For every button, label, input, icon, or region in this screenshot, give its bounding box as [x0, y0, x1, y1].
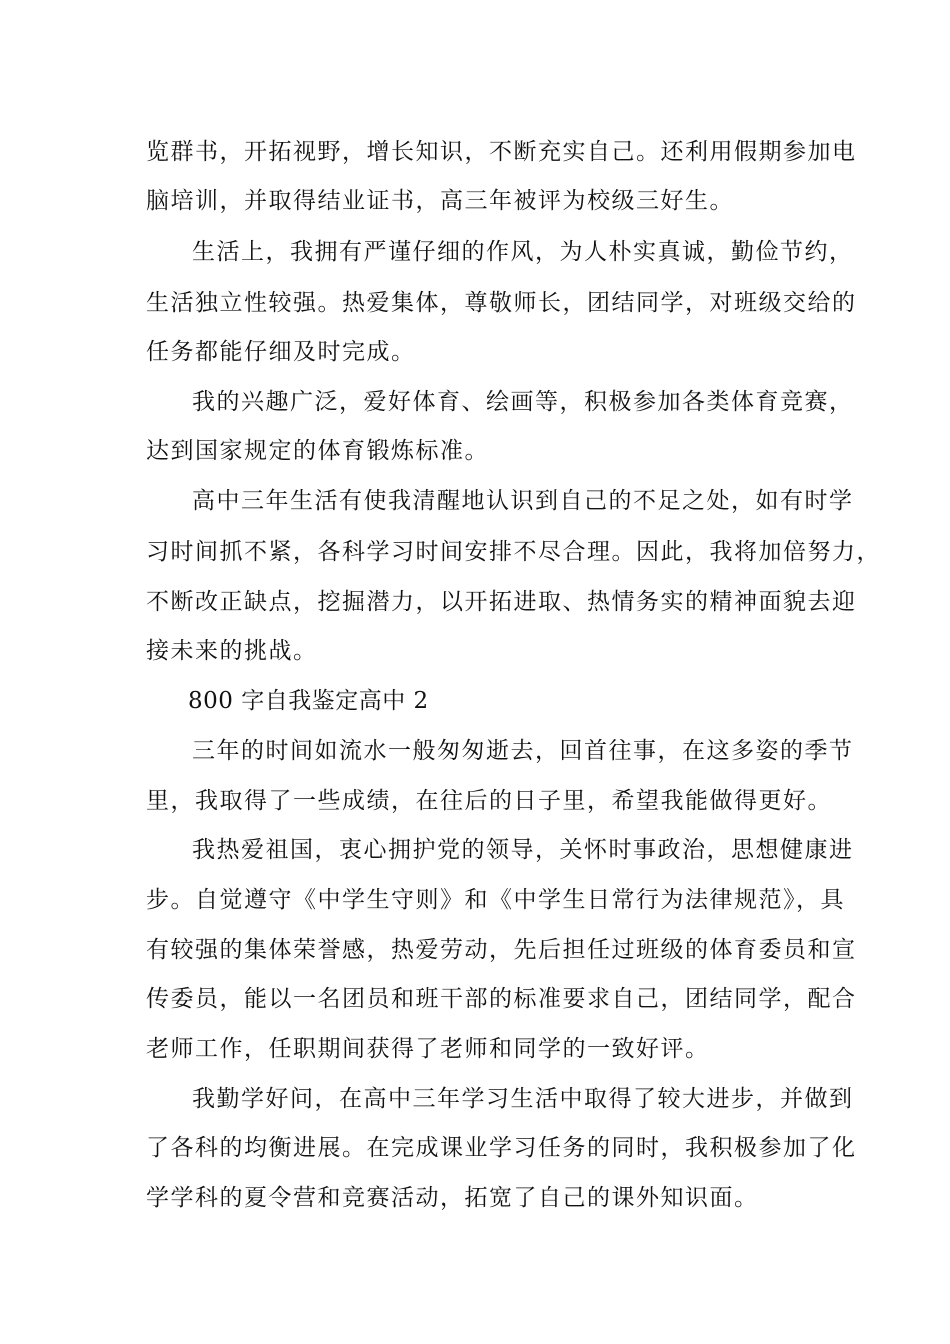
- text-line: 脑培训，并取得结业证书，高三年被评为校级三好生。: [146, 188, 734, 214]
- text-line: 生活上，我拥有严谨仔细的作风，为人朴实真诚，勤俭节约，: [192, 239, 854, 265]
- text-line: 三年的时间如流水一般匆匆逝去，回首往事，在这多姿的季节: [192, 738, 854, 764]
- text-line: 高中三年生活有使我清醒地认识到自己的不足之处，如有时学: [192, 488, 854, 514]
- text-line: 不断改正缺点，挖掘潜力，以开拓进取、热情务实的精神面貌去迎: [146, 589, 857, 615]
- section-heading: 800 字自我鉴定高中 2: [188, 688, 429, 714]
- text-line: 有较强的集体荣誉感，热爱劳动，先后担任过班级的体育委员和宣: [146, 937, 857, 963]
- text-line: 任务都能仔细及时完成。: [146, 339, 416, 365]
- text-line: 老师工作，任职期间获得了老师和同学的一致好评。: [146, 1036, 710, 1062]
- text-line: 里，我取得了一些成绩，在往后的日子里，希望我能做得更好。: [146, 788, 832, 814]
- text-line: 我热爱祖国，衷心拥护党的领导，关怀时事政治，思想健康进: [192, 837, 854, 863]
- text-line: 览群书，开拓视野，增长知识，不断充实自己。还利用假期参加电: [146, 139, 857, 165]
- text-line: 了各科的均衡进展。在完成课业学习任务的同时，我积极参加了化: [146, 1135, 857, 1161]
- text-line: 我的兴趣广泛，爱好体育、绘画等，积极参加各类体育竞赛，: [192, 389, 854, 415]
- text-line: 接未来的挑战。: [146, 638, 318, 664]
- text-line: 步。自觉遵守《中学生守则》和《中学生日常行为法律规范》，具: [146, 887, 845, 913]
- text-line: 达到国家规定的体育锻炼标准。: [146, 438, 489, 464]
- text-line: 习时间抓不紧，各科学习时间安排不尽合理。因此，我将加倍努力，: [146, 539, 881, 565]
- text-line: 我勤学好问，在高中三年学习生活中取得了较大进步，并做到: [192, 1086, 854, 1112]
- text-line: 传委员，能以一名团员和班干部的标准要求自己，团结同学，配合: [146, 986, 857, 1012]
- text-line: 学学科的夏令营和竞赛活动，拓宽了自己的课外知识面。: [146, 1185, 759, 1211]
- text-line: 生活独立性较强。热爱集体，尊敬师长，团结同学，对班级交给的: [146, 290, 857, 316]
